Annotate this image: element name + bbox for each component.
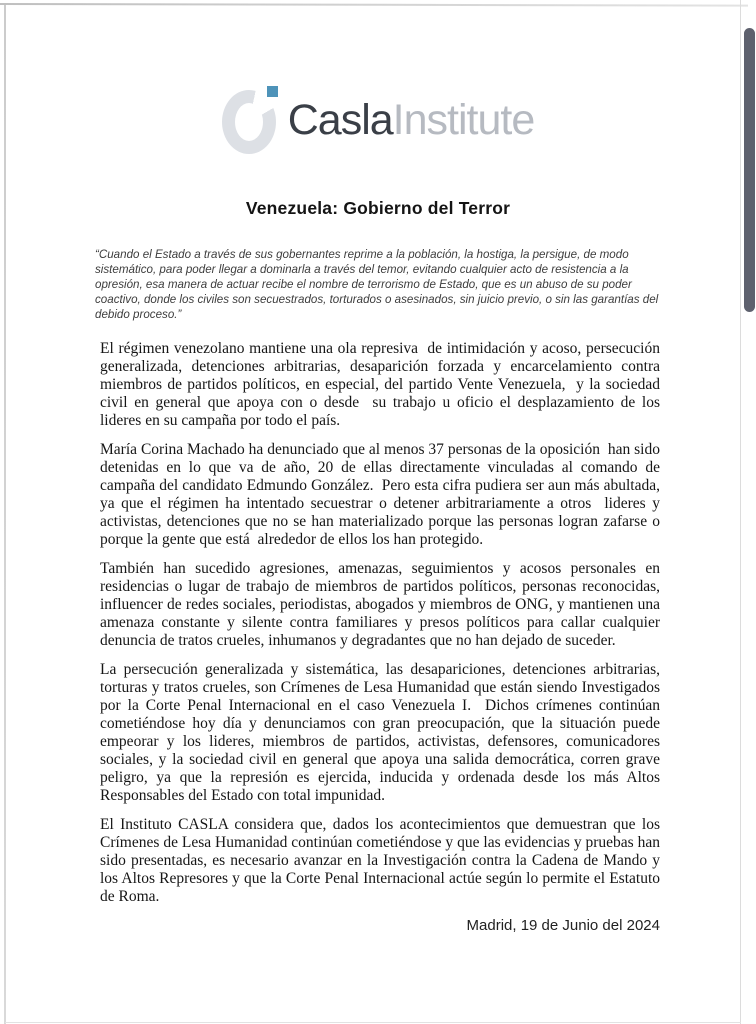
page-edge-right [740, 0, 741, 1024]
scrollbar[interactable] [743, 0, 756, 1024]
body-paragraph-5: El Instituto CASLA considera que, dados los acontecimientos que demuestran que los Crímenes de Lesa Humanidad continúan cometiéndose y que las evidencias y pruebas han sido presentadas, es necesario avanzar en la Investigación contra la Cadena de Mando y los Altos Represores y que la Corte Penal Internacional actúe según lo permite el Estatuto de Roma. [100, 816, 664, 905]
logo-wordmark [287, 95, 535, 144]
body-paragraph-2: María Corina Machado ha denunciado que al menos 37 personas de la oposición han sido detenidas en lo que va de año, 20 de ellas directamente vinculadas al comando de campaña del candidato Edmundo González. Pero esta cifra pudiera ser aun más abultada, ya que el régimen ha intentado secuestrar o detener arbitrariamente a otros lideres y activistas, detenciones que no se han materializado porque las personas logran zafarse o porque la gente que está alrededor de ellos los han protegido. [100, 441, 664, 548]
body-paragraph-4: La persecución generalizada y sistemática, las desapariciones, detenciones arbitrarias, torturas y tratos crueles, son Crímenes de Lesa Humanidad que están siendo Investigados por la Corte Penal Internacional en el caso Venezuela I. Dichos crímenes continúan cometiéndose hoy día y denunciamos con gran preocupación, que la situación puede empeorar y los lideres, miembros de partidos, activistas, defensores, comunicadores sociales, y la sociedad civil en general que apoya una salida democrática, corren grave peligro, ya que la represión es ejercida, inducida y ordenada desde los más Altos Responsables del Estado con total impunidad. [100, 661, 664, 804]
logo-text-primary: Casla [287, 95, 393, 144]
dateline: Madrid, 19 de Junio del 2024 [466, 917, 660, 934]
casla-logo [0, 0, 756, 154]
logo-text-secondary: Institute [392, 95, 535, 144]
logo-accent-dot [267, 86, 278, 97]
page-edge-left [4, 5, 6, 1024]
scrollbar-thumb[interactable] [744, 28, 755, 312]
ring-hole [235, 103, 263, 141]
quote-paragraph: “Cuando el Estado a través de sus gobernantes reprime a la población, la hostiga, la persigue, de modo sistemático, para poder llegar a dominarla a través del temor, evitando cualquier acto de resistencia a la opresión, esa manera de actuar recibe el nombre de terrorismo de Estado, que es un abuso de su poder coactivo, donde los civiles son secuestrados, torturados o asesinados, sin juicio previo, o sin las garantías del debido proceso.” [95, 248, 662, 321]
document-title: Venezuela: Gobierno del Terror [245, 198, 511, 218]
casla-ring-icon [222, 86, 278, 154]
document-body [100, 340, 664, 934]
body-paragraph-1: El régimen venezolano mantiene una ola represiva de intimidación y acoso, persecución generalizada, detenciones arbitrarias, desaparición forzada y encarcelamiento contra miembros de partidos políticos, en especial, del partido Vente Venezuela, y la sociedad civil en general que apoya con o desde su trabajo u oficio el desplazamiento de los lideres en su campaña por todo el país. [100, 340, 664, 429]
body-paragraph-3: También han sucedido agresiones, amenazas, seguimientos y acosos personales en residencias o lugar de trabajo de miembros de partidos políticos, personas reconocidas, influencer de redes sociales, periodistas, abogados y miembros de ONG, y mantienen una amenaza constante y silente contra familiares y presos políticos para callar cualquier denuncia de tratos crueles, inhumanos y degradantes que no han dejado de suceder. [100, 560, 664, 649]
page-edge-bottom [5, 1022, 741, 1023]
